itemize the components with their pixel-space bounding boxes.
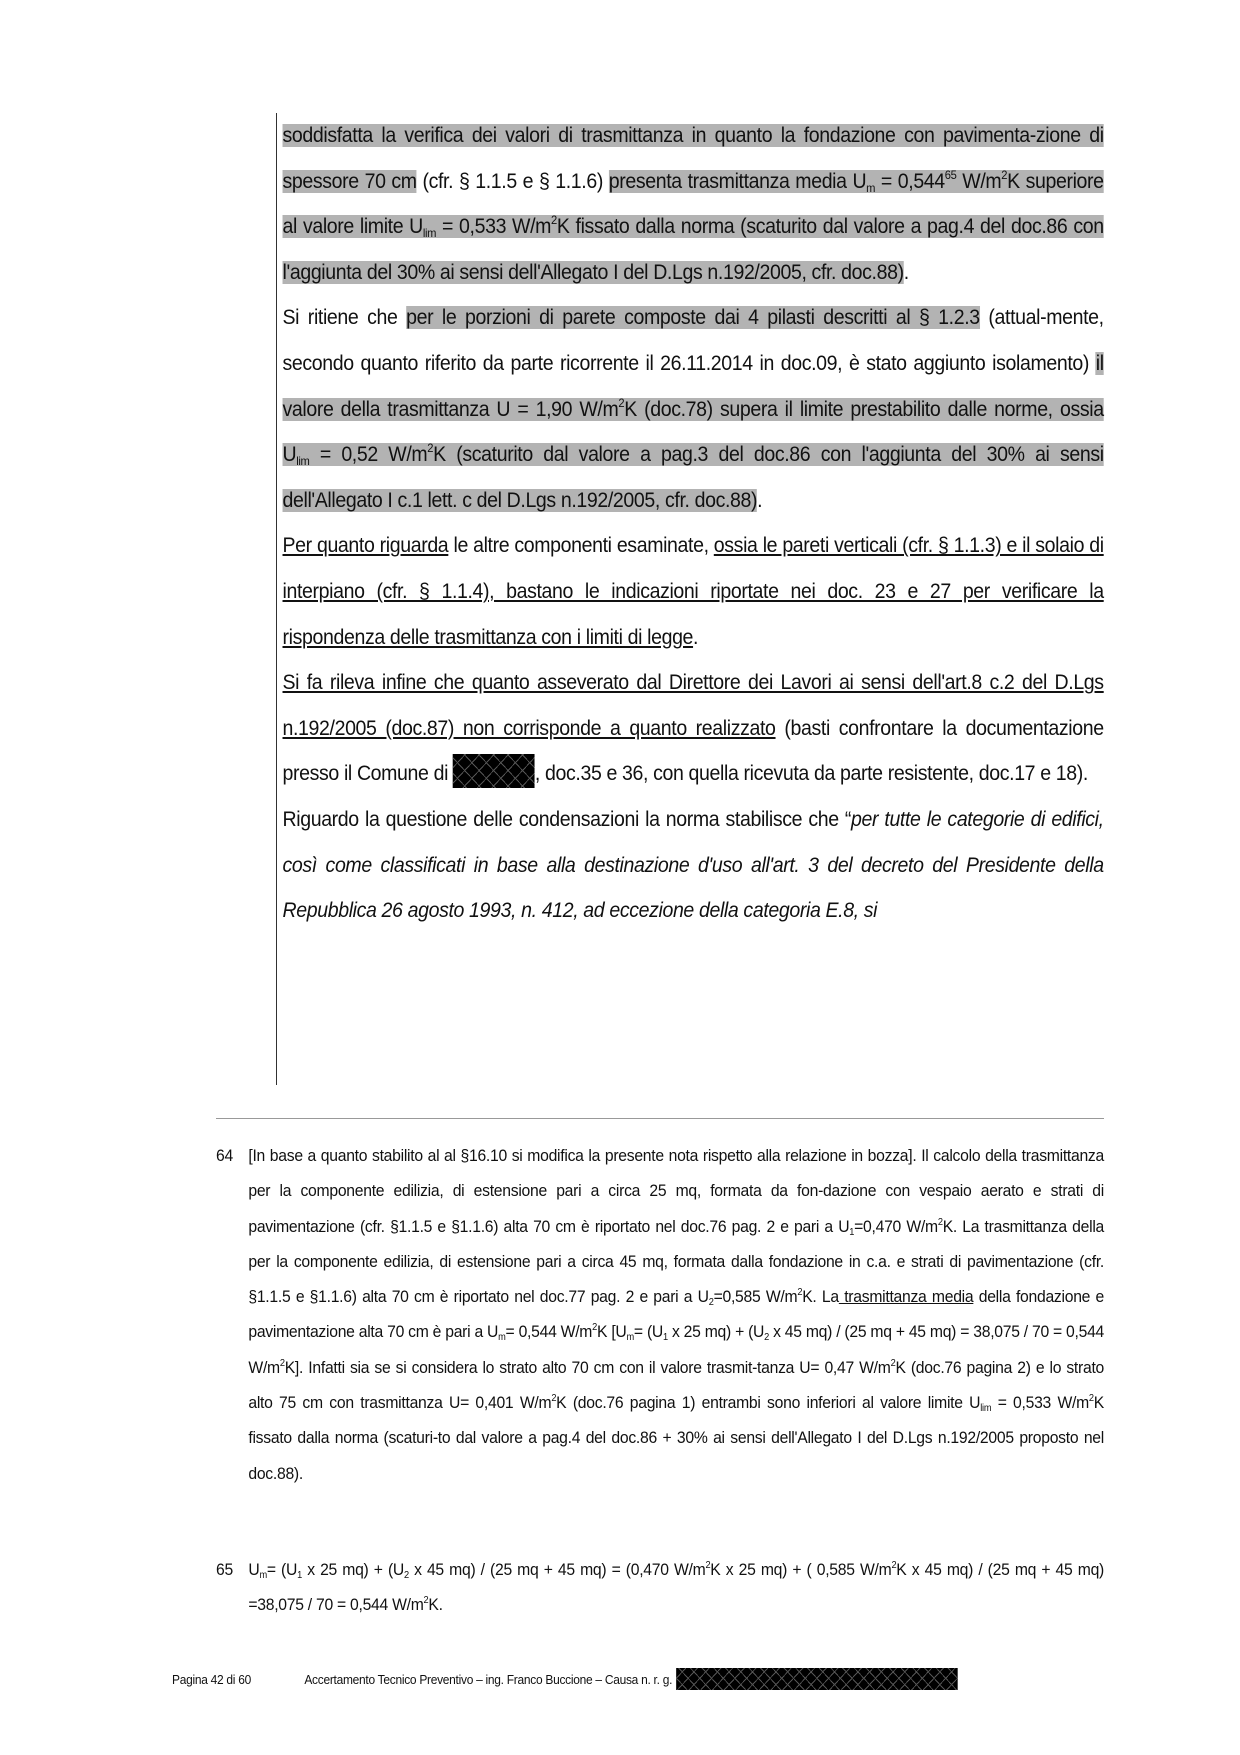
highlight xyxy=(283,352,1104,512)
text: presenta trasmittanza media U xyxy=(608,169,867,193)
text: Riguardo la questione delle condensazioni la norma stabilisce che “ xyxy=(282,807,852,831)
subscript: m xyxy=(498,1332,506,1344)
footnote-separator xyxy=(216,1118,1104,1119)
underlined-text: Per quanto riguarda xyxy=(282,534,449,558)
text: della fondazione e pavimentazione alta 70 cm è pari a U xyxy=(248,1287,1104,1342)
subscript: m xyxy=(866,180,876,195)
text: (attual-mente, secondo quanto riferito da parte ricorrente il 26.11.2014 in doc.09, è stato aggiunto isolamento) xyxy=(282,306,1104,375)
superscript: 2 xyxy=(618,395,625,410)
footer-title: Accertamento Tecnico Preventivo – ing. Franco Buccione – Causa n. r. g. xyxy=(304,1671,673,1687)
footnote-65 xyxy=(216,1552,1104,1623)
text: K (scaturito dal valore a pag.3 del doc.86 con l'aggiunta del 30% ai sensi dell'Allegato I c.1 lett. c del D.Lgs n.192/2005, cfr. doc.88) xyxy=(282,443,1104,512)
text: K. La xyxy=(802,1287,839,1307)
superscript: 2 xyxy=(890,1357,896,1369)
text: K x 45 mq) / (25 mq + 45 mq) =38,075 / 70 = 0,544 W/m xyxy=(248,1560,1105,1615)
subscript: m xyxy=(259,1570,267,1581)
text: le altre componenti esaminate, xyxy=(448,534,714,558)
text: = 0,533 W/m xyxy=(436,215,552,239)
superscript: 2 xyxy=(551,213,557,228)
text: K. La trasmittanza della per la componente edilizia, di estensione pari a circa 45 mq, formata dalla fondazione in c.a. e strati di pavimentazione (cfr. §1.1.5 e §1.1.6) alta 70 cm è riportato nel doc.77 pag. 2 e pari a U xyxy=(248,1216,1105,1307)
superscript: 2 xyxy=(423,1595,429,1607)
redaction-block xyxy=(676,1668,958,1690)
text: = 0,533 W/m xyxy=(991,1393,1089,1413)
superscript: 2 xyxy=(1001,167,1008,182)
subscript: lim xyxy=(296,454,310,469)
superscript: 2 xyxy=(279,1357,285,1369)
text: W/m xyxy=(956,169,1002,193)
footnote-64 xyxy=(216,1138,1104,1491)
text: . xyxy=(903,260,909,284)
text: K (doc.78) supera il limite prestabilito dalle norme, ossia U xyxy=(282,397,1104,467)
text: x 45 mq) / (25 mq + 45 mq) = 38,075 / 70 = 0,544 W/m xyxy=(248,1322,1105,1377)
footnote-ref-65[interactable]: 65 xyxy=(944,167,957,182)
text: K. xyxy=(428,1595,443,1615)
quote-italic: per tutte le categorie di edifici, così come classificati in base alla destinazione d'uso all'art. 3 del decreto del Presidente della Repubblica 26 agosto 1993, n. 412, ad eccezione della categoria E.8, si xyxy=(282,807,1104,923)
subscript: 1 xyxy=(662,1332,668,1344)
text: K]. Infatti sia se si considera lo strato alto 70 cm con il valore trasmit-tanza U= 0,47 W/m xyxy=(284,1357,891,1377)
text: K x 25 mq) + ( 0,585 W/m xyxy=(710,1560,892,1579)
text: K (doc.76 pagina 2) e lo strato alto 75 cm con trasmittanza U= 0,401 W/m xyxy=(248,1357,1104,1413)
superscript: 2 xyxy=(592,1322,597,1334)
subscript: 2 xyxy=(708,1297,714,1309)
text: . xyxy=(693,625,699,649)
text: =0,470 W/m xyxy=(854,1216,938,1236)
subscript: 2 xyxy=(403,1570,409,1581)
underlined-text: ossia le pareti verticali (cfr. § 1.1.3) e il solaio di interpiano (cfr. § 1.1.4), bastano le indicazioni riportate nei doc. 23 e 27 per verificare la rispondenza delle trasmittanza con i limiti di legge xyxy=(282,534,1104,649)
subscript: 1 xyxy=(849,1226,855,1238)
text: il valore della trasmittanza U = 1,90 W/m xyxy=(282,351,1104,421)
text: K (doc.76 pagina 1) entrambi sono inferiori al valore limite U xyxy=(556,1393,981,1413)
superscript: 2 xyxy=(797,1287,803,1299)
redaction-block xyxy=(453,754,535,788)
superscript: 2 xyxy=(891,1560,897,1571)
paragraph-1 xyxy=(283,113,1104,295)
paragraph-3 xyxy=(283,523,1104,660)
text: x 45 mq) / (25 mq + 45 mq) = (0,470 W/m xyxy=(408,1560,706,1579)
underlined-text: Si fa rileva infine che quanto asseverato dal Direttore dei Lavori ai sensi dell'art.8 c.2 del D.Lgs n.192/2005 (doc.87) non corrisponde a quanto realizzato xyxy=(282,671,1104,740)
footnote-text xyxy=(248,1552,1104,1623)
subscript: m xyxy=(626,1332,634,1344)
text: =0,585 W/m xyxy=(713,1287,798,1307)
superscript: 2 xyxy=(1088,1393,1094,1405)
text: = 0,544 W/m xyxy=(505,1322,593,1342)
subscript: 2 xyxy=(764,1332,770,1344)
text: (basti confrontare la documentazione presso il Comune di xyxy=(282,716,1104,786)
paragraph-4 xyxy=(283,660,1104,797)
underlined-text: trasmittanza media xyxy=(838,1287,974,1307)
text: (cfr. § 1.1.5 e § 1.1.6) xyxy=(416,169,609,193)
superscript: 2 xyxy=(427,441,434,456)
footnote-number: 64 xyxy=(216,1146,233,1165)
text: = 0,544 xyxy=(875,169,945,193)
text: Si ritiene che xyxy=(282,306,407,330)
superscript: 2 xyxy=(705,1560,711,1571)
text: = (U xyxy=(266,1560,298,1579)
superscript: 2 xyxy=(551,1393,557,1405)
text: K [U xyxy=(596,1322,627,1342)
subscript: 1 xyxy=(297,1570,302,1581)
text: . xyxy=(757,488,763,512)
text: = (U xyxy=(633,1322,663,1342)
superscript: 2 xyxy=(937,1216,943,1228)
paragraph-5 xyxy=(283,797,1104,934)
page-footer xyxy=(172,1668,957,1690)
text: K fissato dalla norma (scaturi-to dal valore a pag.4 del doc.86 + 30% ai sensi dell'Allegato I del D.Lgs n.192/2005 proposto nel doc.88). xyxy=(248,1393,1105,1483)
text: K superiore al valore limite U xyxy=(282,169,1104,239)
subscript: lim xyxy=(980,1403,992,1415)
footnote-text xyxy=(248,1138,1104,1491)
text: = 0,52 W/m xyxy=(309,443,428,467)
text: x 25 mq) + (U xyxy=(667,1322,765,1342)
main-text xyxy=(276,113,1104,1085)
text: x 25 mq) + (U xyxy=(301,1560,404,1579)
text: , doc.35 e 36, con quella ricevuta da parte resistente, doc.17 e 18). xyxy=(534,762,1088,786)
highlight: per le porzioni di parete composte dai 4 pilasti descritti al § 1.2.3 xyxy=(406,306,980,330)
subscript: lim xyxy=(422,226,437,241)
highlight: soddisfatta la verifica dei valori di trasmittanza in quanto la fondazione con pavimenta-zione di spessore 70 cm xyxy=(282,124,1104,193)
paragraph-2 xyxy=(283,295,1104,523)
text: K fissato dalla norma (scaturito dal valore a pag.4 del doc.86 con l'aggiunta del 30% ai sensi dell'Allegato I del D.Lgs n.192/2005, cfr. doc.88) xyxy=(282,215,1104,284)
footnote-number: 65 xyxy=(216,1560,233,1579)
text: U xyxy=(248,1560,260,1579)
text: [In base a quanto stabilito al al §16.10 si modifica la presente nota rispetto alla relazione in bozza]. Il calcolo della trasmittanza per la componente edilizia, di estensione pari a circa 25 mq, formata da fon-dazione con vespaio aerato e strati di pavimentazione (cfr. §1.1.5 e §1.1.6) alta 70 cm è riportato nel doc.76 pag. 2 e pari a U xyxy=(248,1146,1104,1236)
page-number: Pagina 42 di 60 xyxy=(172,1671,251,1687)
